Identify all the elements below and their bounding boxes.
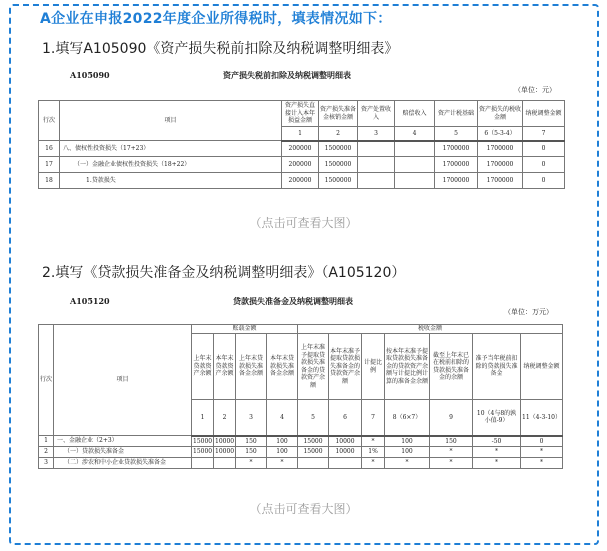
cell: 10000 xyxy=(214,447,236,458)
cell: 150 xyxy=(236,447,267,458)
col-seq-header: 行次 xyxy=(39,325,54,436)
row-item: （一）贷款损失准备金 xyxy=(54,447,192,458)
table-row xyxy=(39,436,563,447)
cell: 100 xyxy=(385,436,430,447)
col-number: 2 xyxy=(319,127,358,141)
view-large-image-link[interactable]: （点击可查看大图） xyxy=(249,502,358,516)
cell: 100 xyxy=(385,447,430,458)
table-code: A105120 xyxy=(70,296,110,306)
cell xyxy=(358,141,395,157)
a105090-table xyxy=(38,100,565,189)
col-number: 11（4-3-10） xyxy=(521,400,563,436)
col-item-header: 项目 xyxy=(54,325,192,436)
cell: 150 xyxy=(236,436,267,447)
section2-heading: 2.填写《贷款损失准备金及纳税调整明细表》（A105120） xyxy=(42,265,406,281)
cell: 1700000 xyxy=(435,157,478,173)
cell xyxy=(358,157,395,173)
view-large-image-link[interactable]: （点击可查看大图） xyxy=(249,216,358,230)
unit-label: （单位：万元） xyxy=(504,308,553,316)
col-number: 5 xyxy=(298,400,329,436)
row-number: 18 xyxy=(39,173,60,189)
col-header: 本年末准予提取贷款损失准备金的贷款资产余额 xyxy=(329,334,362,400)
cell: 1700000 xyxy=(478,173,523,189)
table-row xyxy=(39,173,565,189)
section1-heading: 1.填写A105090《资产损失税前扣除及纳税调整明细表》 xyxy=(42,41,399,57)
col-header: 上年末贷款资产余额 xyxy=(192,334,214,400)
col-header: 纳税调整金额 xyxy=(521,334,563,400)
col-seq-header: 行次 xyxy=(39,101,60,141)
cell: 0 xyxy=(521,436,563,447)
row-item: （二）涉农和中小企业贷款损失准备金 xyxy=(54,458,192,469)
col-header: 资产损失的税收金额 xyxy=(478,101,523,127)
cell xyxy=(329,458,362,469)
row-number: 16 xyxy=(39,141,60,157)
col-header: 资产损失直接计入本年损益金额 xyxy=(282,101,319,127)
cell: 10000 xyxy=(329,447,362,458)
cell: 1% xyxy=(362,447,385,458)
cell: 10000 xyxy=(215,437,235,445)
col-number: 1 xyxy=(192,400,214,436)
table-a105120-image[interactable] xyxy=(38,294,562,490)
col-header: 准予当年税前扣除的贷款损失准备金 xyxy=(473,334,521,400)
col-number: 8（6×7） xyxy=(385,400,430,436)
col-number: 5 xyxy=(435,127,478,141)
cell: 0 xyxy=(523,141,565,157)
col-number: 2 xyxy=(214,400,236,436)
col-header: 上年末贷款损失准备金余额 xyxy=(236,334,267,400)
cell xyxy=(395,141,435,157)
unit-label: （单位：元） xyxy=(514,86,556,94)
col-header: 纳税调整金额 xyxy=(523,101,565,127)
cell: 1700000 xyxy=(435,141,478,157)
row-item: 1.贷款损失 xyxy=(60,173,282,189)
cell: -50 xyxy=(473,436,521,447)
cell: * xyxy=(521,458,563,469)
col-number: 7 xyxy=(362,400,385,436)
col-header: 赔偿收入 xyxy=(395,101,435,127)
cell: 150 xyxy=(430,436,473,447)
table-a105090-image[interactable] xyxy=(38,68,564,206)
row-number: 1 xyxy=(39,436,54,447)
cell xyxy=(358,173,395,189)
col-number: 4 xyxy=(267,400,298,436)
cell: 100 xyxy=(267,447,298,458)
cell: * xyxy=(362,436,385,447)
col-header: 资产计税基础 xyxy=(435,101,478,127)
cell: 0 xyxy=(523,173,565,189)
cell: 1500000 xyxy=(319,173,358,189)
col-number: 9 xyxy=(430,400,473,436)
cell: * xyxy=(521,447,563,458)
group-header-tax: 税收金额 xyxy=(298,325,563,334)
cell: 200000 xyxy=(282,157,319,173)
cell: * xyxy=(385,458,430,469)
cell: * xyxy=(473,458,521,469)
row-item: （一）金融企业债权性投资损失（18+22） xyxy=(60,157,282,173)
cell: 100 xyxy=(267,436,298,447)
col-number: 6（5-3-4） xyxy=(478,127,523,141)
table-title: 资产损失税前扣除及纳税调整明细表 xyxy=(223,70,351,80)
cell: 1500000 xyxy=(319,157,358,173)
cell: * xyxy=(430,447,473,458)
col-header: 资产损失准备金核销金额 xyxy=(319,101,358,127)
col-number: 4 xyxy=(395,127,435,141)
table-row xyxy=(39,141,565,157)
col-number: 3 xyxy=(358,127,395,141)
col-header: 截至上年末已在税前扣除的贷款损失准备金的余额 xyxy=(430,334,473,400)
cell: * xyxy=(473,447,521,458)
row-item: 八、债权性投资损失（17+23） xyxy=(60,141,282,157)
cell xyxy=(395,173,435,189)
cell: 1700000 xyxy=(478,157,523,173)
cell: 0 xyxy=(523,157,565,173)
cell: 200000 xyxy=(282,173,319,189)
table-row xyxy=(39,447,563,458)
cell: * xyxy=(236,458,267,469)
cell: 1700000 xyxy=(435,173,478,189)
row-number: 3 xyxy=(39,458,54,469)
cell: 1500000 xyxy=(319,141,358,157)
col-number: 7 xyxy=(523,127,565,141)
col-header: 本年末贷款损失准备金余额 xyxy=(267,334,298,400)
cell xyxy=(214,458,236,469)
table-title: 贷款损失准备金及纳税调整明细表 xyxy=(233,296,353,306)
col-header: 上年末准予提取贷款损失准备金的贷款资产余额 xyxy=(298,334,329,400)
cell xyxy=(192,458,214,469)
table-code: A105090 xyxy=(70,70,110,80)
cell: 10000 xyxy=(329,436,362,447)
cell: 15000 xyxy=(193,437,213,445)
col-header: 本年末贷款资产余额 xyxy=(214,334,236,400)
cell: * xyxy=(267,458,298,469)
cell: * xyxy=(362,458,385,469)
cell: 1700000 xyxy=(478,141,523,157)
row-number: 17 xyxy=(39,157,60,173)
cell xyxy=(395,157,435,173)
table-row xyxy=(39,157,565,173)
col-item-header: 项目 xyxy=(60,101,282,141)
cell: 15000 xyxy=(192,447,214,458)
table-row xyxy=(39,458,563,469)
cell: * xyxy=(430,458,473,469)
row-number: 2 xyxy=(39,447,54,458)
col-number: 3 xyxy=(236,400,267,436)
col-number: 1 xyxy=(282,127,319,141)
cell xyxy=(298,458,329,469)
cell: 15000 xyxy=(298,447,329,458)
intro-text: A企业在申报2022年度企业所得税时，填表情况如下： xyxy=(40,11,392,27)
col-header: 按本年末准予提取贷款损失准备金的贷款资产余额与计提比例计算的准备金余额 xyxy=(385,334,430,400)
group-header-book: 账载金额 xyxy=(192,325,298,334)
cell: 200000 xyxy=(282,141,319,157)
col-header: 资产处置收入 xyxy=(358,101,395,127)
col-header: 计提比例 xyxy=(362,334,385,400)
col-number: 10（4与8的孰小值-9） xyxy=(473,400,521,436)
a105120-table xyxy=(38,324,563,469)
cell: 15000 xyxy=(298,436,329,447)
row-item: 一、金融企业（2+3） xyxy=(54,436,192,447)
col-number: 6 xyxy=(329,400,362,436)
